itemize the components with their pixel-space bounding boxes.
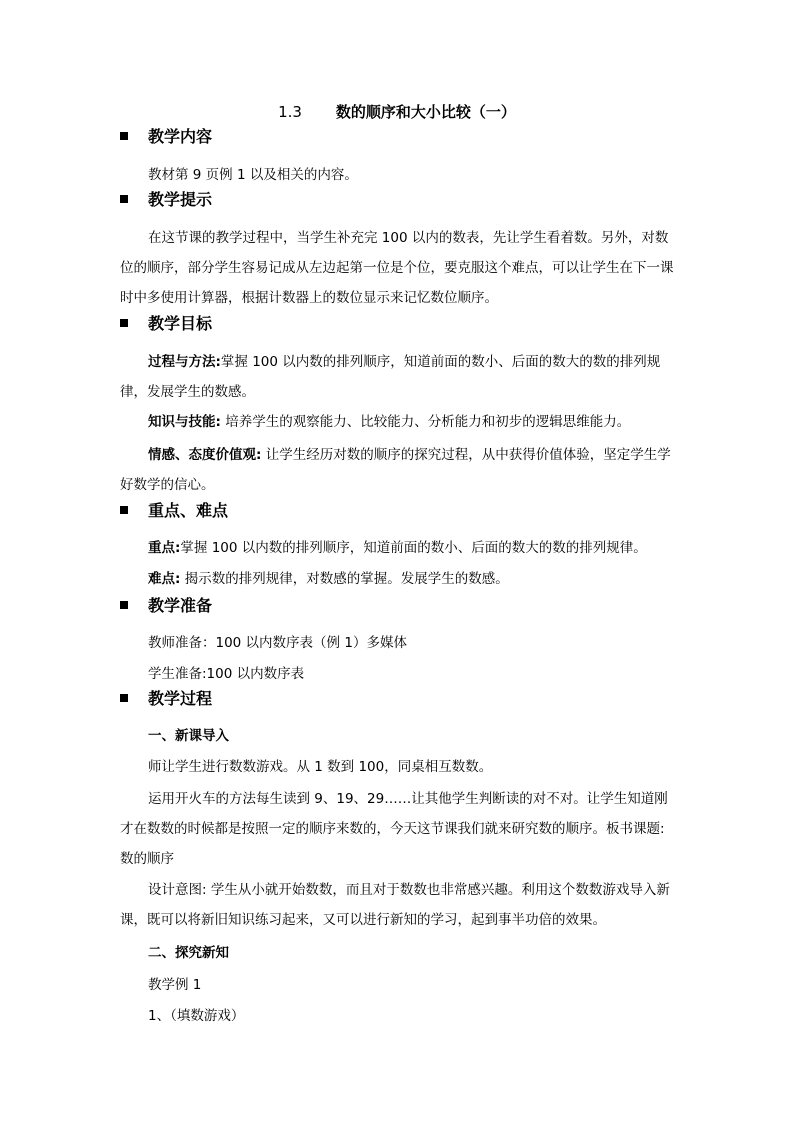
section-heading-content: 教学内容 xyxy=(120,126,212,148)
process-paragraph-1: 师让学生进行数数游戏。从 1 数到 100，同桌相互数数。 xyxy=(148,759,493,775)
process-paragraph-2: 运用开火车的方法每生读到 9、19、29……让其他学生判断读的对不对。让学生知道刚才在数数的时候都是按照一定的顺序来数的，今天这节课我们就来研究数的顺序。板书课题:数的顺序 xyxy=(120,791,668,867)
subheading-explore: 二、探究新知 xyxy=(148,945,229,961)
subheading-new-lesson: 一、新课导入 xyxy=(148,728,229,744)
goal-process-method: 过程与方法:掌握 100 以内数的排列顺序，知道前面的数小、后面的数大的数的排列规律，发展学生的数感。 xyxy=(120,354,661,400)
section-heading-process: 教学过程 xyxy=(120,688,212,710)
content-paragraph: 教材第 9 页例 1 以及相关的内容。 xyxy=(148,167,358,183)
square-bullet-icon xyxy=(120,601,128,609)
section-heading-tips: 教学提示 xyxy=(120,189,212,211)
example-item-1: 1、（填数游戏） xyxy=(148,1008,245,1024)
square-bullet-icon xyxy=(120,195,128,203)
student-preparation: 学生准备:100 以内数序表 xyxy=(148,666,305,682)
square-bullet-icon xyxy=(120,694,128,702)
section-heading-key-difficult: 重点、难点 xyxy=(120,500,228,522)
title-text: 数的顺序和大小比较（一） xyxy=(335,103,516,121)
difficult-point: 难点: 揭示数的排列规律，对数感的掌握。发展学生的数感。 xyxy=(148,571,509,587)
key-point: 重点:掌握 100 以内数的排列顺序，知道前面的数小、后面的数大的数的排列规律。 xyxy=(148,540,647,556)
square-bullet-icon xyxy=(120,506,128,514)
square-bullet-icon xyxy=(120,132,128,140)
goal-knowledge-skill: 知识与技能: 培养学生的观察能力、比较能力、分析能力和初步的逻辑思维能力。 xyxy=(148,414,631,430)
section-heading-goals: 教学目标 xyxy=(120,313,212,335)
teacher-preparation: 教师准备：100 以内数序表（例 1）多媒体 xyxy=(148,635,407,651)
document-title xyxy=(0,101,794,123)
process-paragraph-3: 设计意图: 学生从小就开始数数，而且对于数数也非常感兴趣。利用这个数数游戏导入新课，既可以将新旧知识练习起来，又可以进行新知的学习，起到事半功倍的效果。 xyxy=(120,882,670,928)
title-number: 1.3 xyxy=(278,103,302,121)
square-bullet-icon xyxy=(120,319,128,327)
example-label: 教学例 1 xyxy=(148,977,202,993)
tips-paragraph: 在这节课的教学过程中，当学生补充完 100 以内的数表，先让学生看着数。另外，对数位的顺序，部分学生容易记成从左边起第一位是个位，要克服这个难点，可以让学生在下一课时中多使用计算器，根据计数器上的数位显示来记忆数位顺序。 xyxy=(120,230,674,306)
goal-emotion-value: 情感、态度价值观: 让学生经历对数的顺序的探究过程，从中获得价值体验，坚定学生学好数学的信心。 xyxy=(120,447,671,493)
section-heading-preparation: 教学准备 xyxy=(120,595,212,617)
